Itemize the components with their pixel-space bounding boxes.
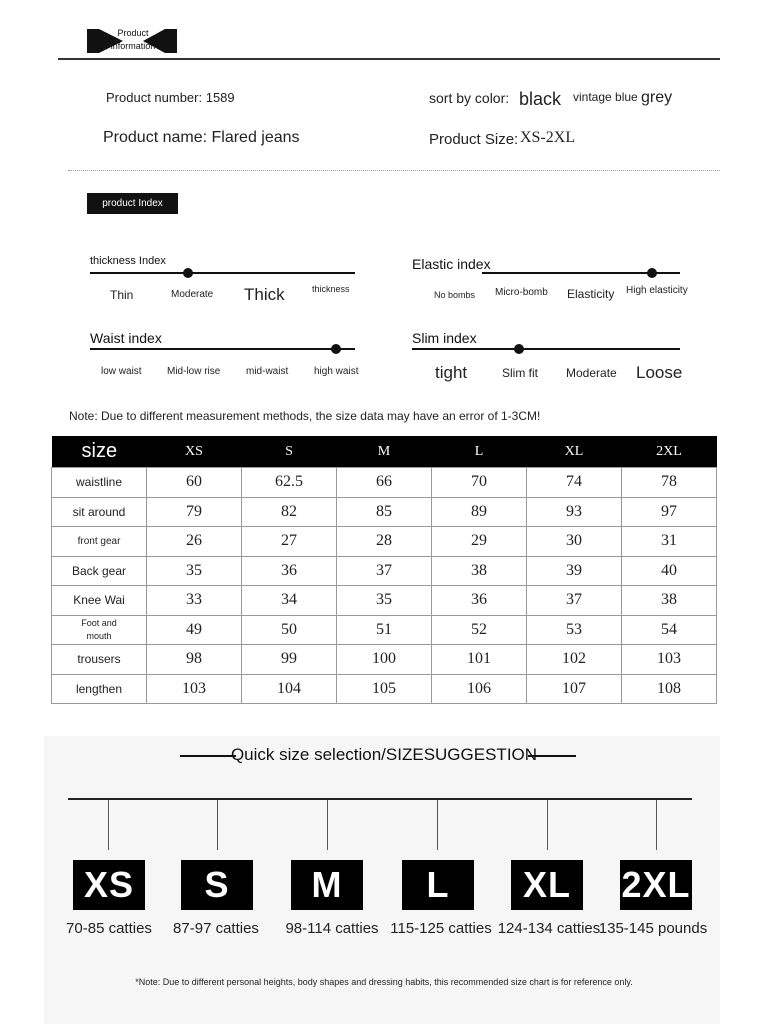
table-cell: 39 (527, 556, 622, 586)
table-row (52, 645, 717, 675)
table-cell: 33 (147, 586, 242, 616)
table-cell: 103 (147, 674, 242, 704)
table-cell: 100 (337, 645, 432, 675)
tag-right-arrow (165, 29, 177, 53)
size-box-2xl: 2XL (620, 860, 692, 910)
table-cell: 103 (622, 645, 717, 675)
tag-line-1: Product (117, 28, 149, 38)
table-cell: 74 (527, 468, 622, 498)
product-info-tag (108, 27, 158, 53)
waist-index-marker (331, 344, 341, 354)
product-name: Product name: Flared jeans (103, 129, 300, 146)
header-cell: L (432, 436, 527, 468)
row-label-text: Foot and mouth (81, 617, 117, 641)
header-cell: XL (527, 436, 622, 468)
table-row (52, 615, 717, 645)
table-cell: 52 (432, 615, 527, 645)
header-cell: 2XL (622, 436, 717, 468)
size-label: Product Size: (429, 131, 519, 148)
size-range: XS-2XL (520, 129, 576, 146)
table-cell: 104 (242, 674, 337, 704)
weight-range: 135-145 pounds (598, 920, 708, 937)
table-cell: 108 (622, 674, 717, 704)
table-cell: 54 (622, 615, 717, 645)
measurement-note: Note: Due to different measurement methods, the size data may have an error of 1-3CM! (69, 409, 541, 423)
row-label (52, 615, 147, 645)
size-table-header (52, 436, 717, 468)
header-cell: XS (147, 436, 242, 468)
size-box-l: L (402, 860, 474, 910)
waist-option: low waist (101, 366, 142, 377)
row-label: lengthen (52, 674, 147, 704)
table-cell: 106 (432, 674, 527, 704)
table-cell: 105 (337, 674, 432, 704)
quick-size-title: Quick size selection/SIZESUGGESTION (230, 745, 538, 764)
table-cell: 82 (242, 497, 337, 527)
size-tick (437, 800, 438, 850)
table-cell: 35 (337, 586, 432, 616)
table-row (52, 468, 717, 498)
table-cell: 38 (432, 556, 527, 586)
table-cell: 93 (527, 497, 622, 527)
table-cell: 85 (337, 497, 432, 527)
table-cell: 49 (147, 615, 242, 645)
header-cell: size (52, 436, 147, 468)
table-cell: 62.5 (242, 468, 337, 498)
table-cell: 60 (147, 468, 242, 498)
table-row (52, 556, 717, 586)
color-label: sort by color: (429, 90, 510, 106)
table-cell: 37 (527, 586, 622, 616)
row-label: trousers (52, 645, 147, 675)
slim-option: Slim fit (502, 366, 538, 380)
slim-option: tight (435, 363, 468, 382)
waist-index-title: Waist index (90, 330, 162, 346)
slim-index-title: Slim index (412, 330, 477, 346)
size-box-xs: XS (73, 860, 145, 910)
tag-line-2: information (110, 41, 156, 51)
size-box-s: S (181, 860, 253, 910)
slim-option: Moderate (566, 366, 617, 380)
table-cell: 34 (242, 586, 337, 616)
size-tick (217, 800, 218, 850)
waist-option: Mid-low rise (167, 366, 221, 377)
quick-size-rail (68, 798, 692, 800)
size-tick (108, 800, 109, 850)
header-cell: M (337, 436, 432, 468)
table-cell: 50 (242, 615, 337, 645)
table-cell: 99 (242, 645, 337, 675)
row-label: Knee Wai (52, 586, 147, 616)
row-label: front gear (52, 527, 147, 557)
elastic-option: Elasticity (567, 287, 615, 301)
color-vintage-blue: vintage blue (573, 90, 638, 104)
waist-option: mid-waist (246, 366, 289, 377)
weight-range: 115-125 catties (390, 920, 492, 937)
weight-range: 124-134 catties (497, 920, 601, 937)
table-cell: 97 (622, 497, 717, 527)
thickness-option: Thin (110, 288, 134, 302)
table-row (52, 586, 717, 616)
table-cell: 35 (147, 556, 242, 586)
table-cell: 79 (147, 497, 242, 527)
thickness-option: thickness (312, 284, 350, 294)
color-grey: grey (641, 89, 673, 106)
elastic-option: Micro-bomb (495, 287, 548, 298)
thickness-option: Moderate (171, 289, 214, 300)
table-cell: 36 (432, 586, 527, 616)
table-row (52, 527, 717, 557)
size-box-m: M (291, 860, 363, 910)
row-label: sit around (52, 497, 147, 527)
thickness-index-title: thickness Index (90, 255, 166, 267)
table-cell: 89 (432, 497, 527, 527)
row-label: waistline (52, 468, 147, 498)
table-cell: 28 (337, 527, 432, 557)
table-cell: 102 (527, 645, 622, 675)
table-cell: 70 (432, 468, 527, 498)
elastic-index-title: Elastic index (412, 256, 491, 272)
weight-range: 70-85 catties (66, 920, 152, 937)
weight-range: 98-114 catties (285, 920, 379, 937)
table-cell: 107 (527, 674, 622, 704)
row-label: Back gear (52, 556, 147, 586)
product-index-badge: product Index (87, 193, 178, 214)
table-cell: 40 (622, 556, 717, 586)
product-number: Product number: 1589 (106, 90, 235, 105)
table-cell: 101 (432, 645, 527, 675)
dotted-divider (68, 170, 720, 171)
elastic-option: No bombs (434, 290, 476, 300)
table-cell: 78 (622, 468, 717, 498)
thickness-option: Thick (244, 285, 285, 304)
size-tick (327, 800, 328, 850)
table-cell: 53 (527, 615, 622, 645)
table-cell: 31 (622, 527, 717, 557)
slim-index-marker (514, 344, 524, 354)
table-cell: 30 (527, 527, 622, 557)
size-tick (656, 800, 657, 850)
elastic-option: High elasticity (626, 285, 688, 296)
table-row (52, 497, 717, 527)
waist-option: high waist (314, 366, 359, 377)
table-cell: 27 (242, 527, 337, 557)
slim-index-line (412, 348, 680, 350)
header-cell: S (242, 436, 337, 468)
color-black: black (519, 89, 562, 109)
table-cell: 51 (337, 615, 432, 645)
table-cell: 37 (337, 556, 432, 586)
table-cell: 38 (622, 586, 717, 616)
thickness-index-marker (183, 268, 193, 278)
size-reference-note: *Note: Due to different personal heights, body shapes and dressing habits, this recommended size chart is for reference only. (135, 977, 633, 987)
header-divider (58, 58, 720, 60)
size-tick (547, 800, 548, 850)
size-table (51, 436, 717, 704)
tag-left-arrow (87, 29, 99, 53)
table-cell: 98 (147, 645, 242, 675)
size-box-xl: XL (511, 860, 583, 910)
waist-index-line (90, 348, 355, 350)
table-cell: 36 (242, 556, 337, 586)
table-cell: 29 (432, 527, 527, 557)
thickness-index-line (90, 272, 355, 274)
table-cell: 66 (337, 468, 432, 498)
slim-option: Loose (636, 363, 683, 382)
table-row (52, 674, 717, 704)
weight-range: 87-97 catties (173, 920, 259, 937)
table-cell: 26 (147, 527, 242, 557)
elastic-index-marker (647, 268, 657, 278)
